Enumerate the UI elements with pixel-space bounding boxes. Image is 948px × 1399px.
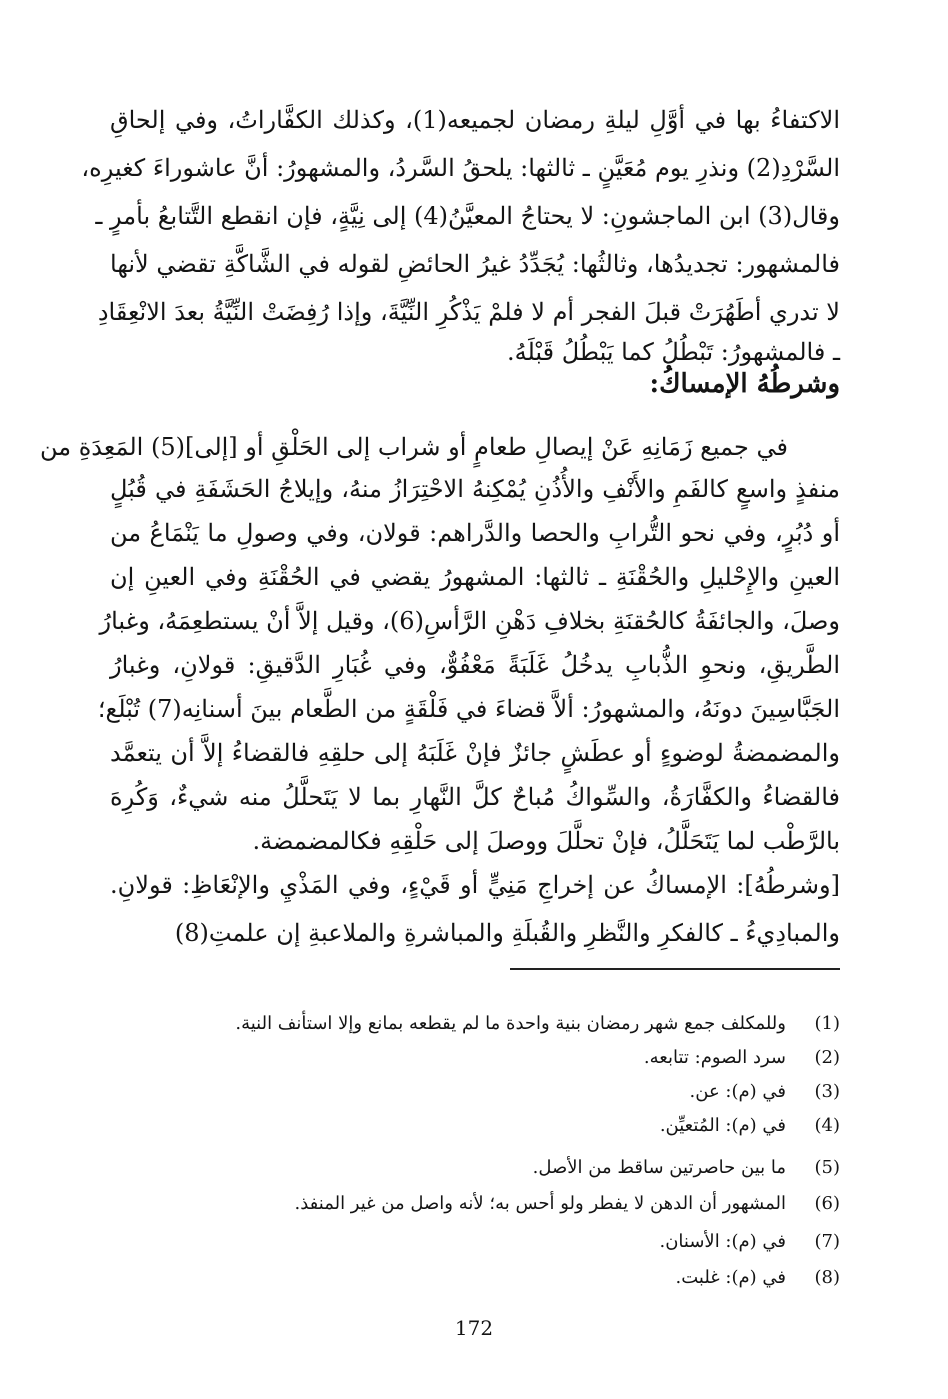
body-line: فالقضاءُ والكفَّارَةُ، والسِّواكُ مُباحٌ كلَّ النَّهارِ بما لا يَتَحلَّلُ منه شيءٌ، وَكُرِهَ [110,783,840,811]
footnote-item [294,1188,840,1220]
footnote-number: (1) [814,1013,840,1034]
body-line: في جميع زَمَانِهِ عَنْ إيصالِ طعامٍ أو شراب إلى الحَلْقِ أو [إلى](5) المَعِدَةِ من [39,433,788,461]
footnote-text: في (م): الأسنان. [659,1231,786,1252]
footnote-number: (6) [814,1193,840,1214]
footnote-text: سرد الصوم: تتابعه. [643,1047,786,1068]
body-line: والمبادِيءُ ـ كالفكرِ والنَّظرِ والقُبلَةِ والمباشرةِ والملاعبةِ إن علمتِ(8) [174,919,840,947]
footnote-text: المشهور أن الدهن لا يفطر ولو أحس به؛ لأنه واصل من غير المنفذ. [294,1193,786,1214]
body-line: أو دُبُرٍ، وفي نحو التُّرابِ والحصا والدَّراهم: قولان، وفي وصولِ ما يَنْمَاعُ من [110,519,840,547]
footnote-item [690,1076,840,1108]
footnote-item [675,1262,840,1294]
footnote-item [644,1042,840,1074]
body-line: بالرَّطْب لما يَتَحَلَّلُ، فإنْ تحلَّلَ ووصلَ إلى حَلْقِهِ فكالمضمضة. [252,827,840,855]
body-line: وصلَ، والجائفَةُ كالحُقنَةِ بخلافِ دَهْنِ الرَّأسِ(6)، وقيل إلاَّ أنْ يستطعِمَهُ، وغبارُ [99,607,840,635]
body-line: منفذٍ واسعٍ كالفَمِ والأَنْفِ والأُذُنِ يُمْكِنهُ الاحْتِرَازُ منهُ، وإيلاجُ الحَشَفَةِ في قُبُلٍ [110,475,840,503]
footnote-divider [510,968,840,970]
footnote-number: (3) [814,1081,840,1102]
page-number: 172 [454,1316,494,1340]
footnote-item [533,1152,840,1184]
body-line: فالمشهور: تجديدُها، وثالثُها: يُجَدِّدُ غيرُ الحائضِ لقوله في الشَّاكَّةِ تقضي لأنها [110,250,840,278]
footnote-text: ما بين حاصرتين ساقط من الأصل. [532,1157,786,1178]
body-line: الطَّريقِ، ونحوِ الذُّبابِ يدخُلُ غَلَبَةً مَعْفُوٌّ، وفي غُبَارِ الدَّقيقِ: قولانِ، وغبارُ [110,651,840,679]
footnote-item [660,1110,840,1142]
footnote-number: (2) [814,1047,840,1068]
footnote-text: في (م): المُتعيِّن. [659,1115,786,1136]
body-line: الاكتفاءُ بها في أوَّلِ ليلةِ رمضان لجميعه(1)، وكذلك الكفَّاراتُ، وفي إلحاقِ [110,106,840,134]
footnote-number: (5) [814,1157,840,1178]
body-line: [وشرطُهُ]: الإمساكُ عن إخراجِ مَنِيٍّ أو قَيْءٍ، وفي المَذْيِ والإنْعَاظِ: قولانِ. [110,871,840,899]
body-line: ـ فالمشهورُ: تَبْطُلُ كما يَبْطُلُ قَبْلَهُ. [506,338,840,366]
body-line: الجَبَّاسِينَ دونَهُ، والمشهورُ: ألاَّ قضاءَ في فَلْقَةٍ من الطَّعام بينَ أسنانِه(7) تُبْلَع؛ [97,695,840,723]
body-line: والمضمضةُ لوضوءٍ أو عطَشٍ جائزٌ فإنْ غَلَبَهُ إلى حلقِهِ فالقضاءُ إلاَّ أن يتعمَّد [110,739,840,767]
body-line: وقال(3) ابن الماجشونِ: لا يحتاجُ المعيَّنُ(4) إلى نِيَّةٍ، فإن انقطع التَّتابعُ بأمرٍ ـ [95,202,840,230]
body-line: العينِ والإِحْليلِ والحُقْنَةِ ـ ثالثها: المشهورُ يقضي في الحُقْنَةِ وفي العينِ إن [110,563,840,591]
footnote-text: في (م): غلبت. [675,1267,786,1288]
section-heading: وشرطُهُ الإمساكُ: [649,369,840,399]
footnote-number: (4) [814,1115,840,1136]
footnote-text: وللمكلف جمع شهر رمضان بنية واحدة ما لم يقطعه بمانع وإلا استأنف النية. [235,1013,786,1034]
footnote-item [659,1226,840,1258]
footnote-number: (7) [814,1231,840,1252]
body-line: السَّرْدِ(2) ونذرِ يوم مُعَيَّنٍ ـ ثالثها: يلحقُ السَّردُ، والمشهورُ: أنَّ عاشوراءَ كغيرِه، [81,154,840,182]
body-line: لا تدري أطَهُرَتْ قبلَ الفجر أم لا فلمْ يَذْكُرِ النِّيَّةَ، وإذا رُفِضَتْ النِّيَّةُ بعدَ الانْعِقَادِ [97,298,840,326]
footnote-item [235,1008,840,1040]
footnote-text: في (م): عن. [689,1081,786,1102]
footnote-number: (8) [814,1267,840,1288]
